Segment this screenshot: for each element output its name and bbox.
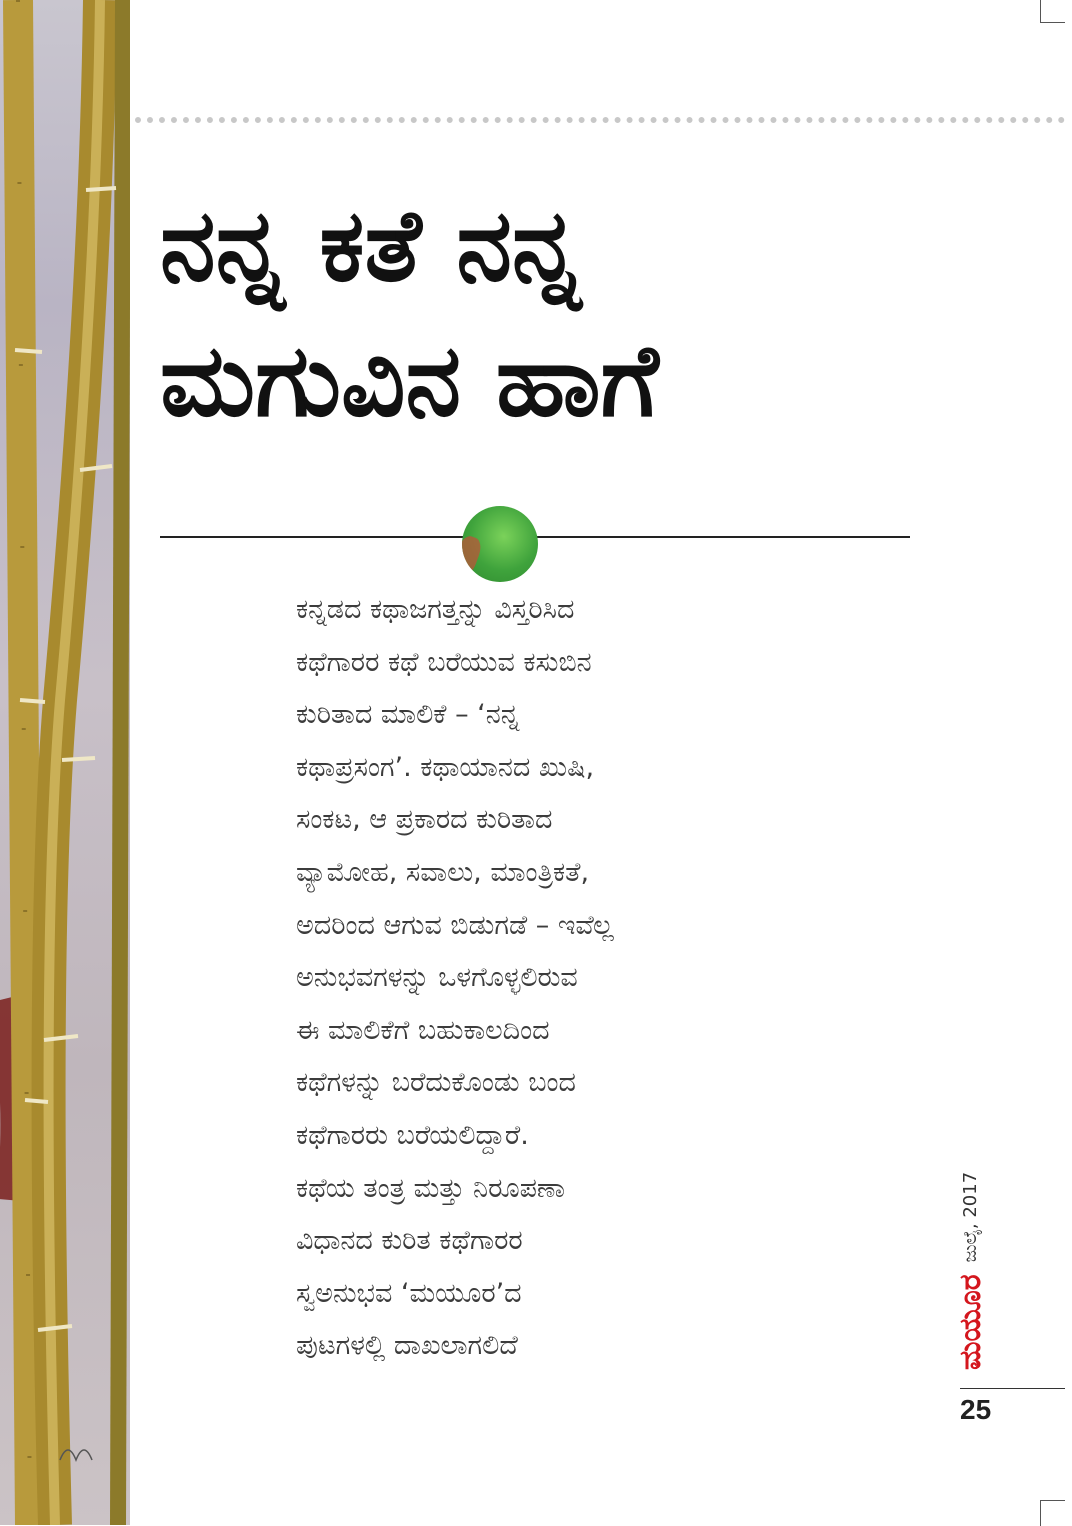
intro-line: ವ್ಯಾಮೋಹ, ಸವಾಲು, ಮಾಂತ್ರಿಕತೆ, bbox=[296, 856, 590, 888]
intro-line: ಅನುಭವಗಳನ್ನು ಒಳಗೊಳ್ಳಲಿರುವ bbox=[296, 962, 578, 994]
intro-line: ಕುರಿತಾದ ಮಾಲಿಕೆ – ‘ನನ್ನ bbox=[296, 699, 520, 731]
intro-line: ಸಂಕಟ, ಆ ಪ್ರಕಾರದ ಕುರಿತಾದ bbox=[296, 804, 553, 836]
intro-line: ಈ ಮಾಲಿಕೆಗೆ ಬಹುಕಾಲದಿಂದ bbox=[296, 1014, 550, 1046]
intro-line: ಸ್ವಅನುಭವ ‘ಮಯೂರ’ದ bbox=[296, 1277, 522, 1309]
intro-line: ಕಥೆಯ ತಂತ್ರ ಮತ್ತು ನಿರೂಪಣಾ bbox=[296, 1172, 565, 1204]
issue-date: ಜುಲೈ, 2017 bbox=[959, 1171, 981, 1263]
page-number: 25 bbox=[960, 1394, 992, 1425]
article-title bbox=[160, 178, 940, 448]
crop-mark-top-right bbox=[1040, 0, 1065, 23]
intro-line: ಅದರಿಂದ ಆಗುವ ಬಿಡುಗಡೆ – ಇವೆಲ್ಲ bbox=[296, 909, 614, 941]
magazine-sidebar bbox=[940, 1100, 1000, 1370]
title-line: ಮಗುವಿನ ಹಾಗೆ bbox=[160, 322, 659, 439]
intro-line: ಕಥೆಗಾರರು ಬರೆಯಲಿದ್ದಾರೆ. bbox=[296, 1119, 529, 1151]
article-intro bbox=[296, 584, 756, 1373]
top-dotted-rule bbox=[135, 117, 1065, 123]
bamboo-illustration bbox=[0, 0, 130, 1525]
title-line: ನನ್ನ ಕತೆ ನನ್ನ bbox=[160, 187, 582, 304]
intro-line: ಕನ್ನಡದ ಕಥಾಜಗತ್ತನ್ನು ವಿಸ್ತರಿಸಿದ bbox=[296, 594, 575, 625]
intro-line: ವಿಧಾನದ ಕುರಿತ ಕಥೆಗಾರರ bbox=[296, 1225, 523, 1257]
green-leaf-icon bbox=[462, 506, 538, 582]
footer-rule bbox=[960, 1388, 1065, 1389]
bamboo-painting-icon bbox=[0, 0, 130, 1525]
intro-line: ಪುಟಗಳಲ್ಲಿ ದಾಖಲಾಗಲಿದೆ bbox=[296, 1330, 518, 1362]
intro-line: ಕಥೆಗಳನ್ನು ಬರೆದುಕೊಂಡು ಬಂದ bbox=[296, 1067, 576, 1099]
magazine-logo: ಮಯೂರ bbox=[952, 1274, 988, 1370]
intro-line: ಕಥೆಗಾರರ ಕಥೆ ಬರೆಯುವ ಕಸುಬಿನ bbox=[296, 646, 592, 678]
intro-line: ಕಥಾಪ್ರಸಂಗ’. ಕಥಾಯಾನದ ಖುಷಿ, bbox=[296, 751, 595, 783]
crop-mark-bottom-right bbox=[1040, 1500, 1065, 1526]
